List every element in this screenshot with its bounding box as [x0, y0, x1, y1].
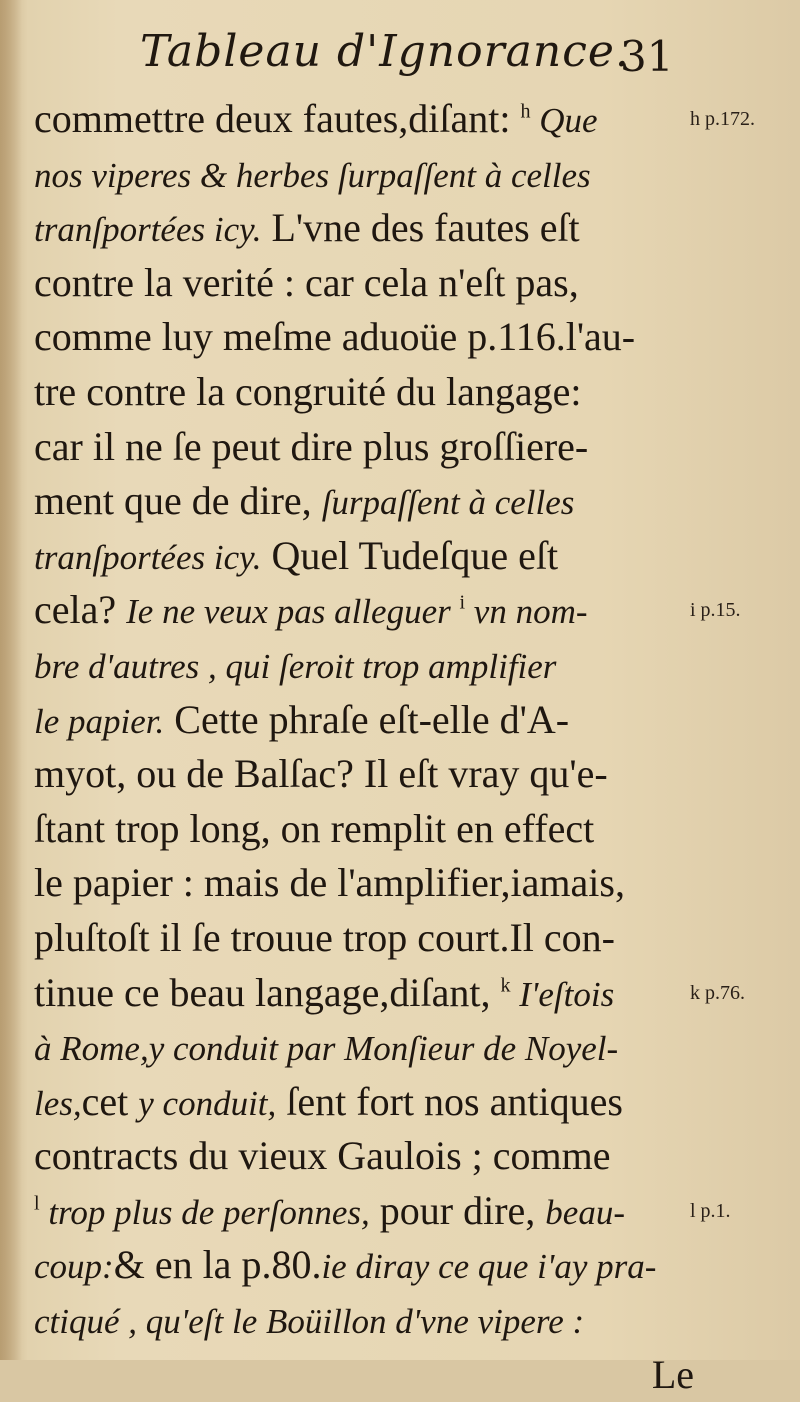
text-run: Quel Tudeſque eſt [261, 532, 559, 578]
text-run: Cette phraſe eſt-elle d'A- [164, 696, 570, 742]
text-run: ſurpaſſent à celles [321, 483, 575, 523]
text-run: vn nom- [465, 592, 588, 632]
text-run: tinue ce beau langage,diſant, [34, 969, 501, 1015]
text-run: beau- [545, 1192, 625, 1232]
running-title: Tableau d'Ignorance. [140, 26, 630, 77]
text-run: pour dire, [369, 1187, 546, 1233]
page-header [0, 18, 800, 88]
text-run: I'eſtois [510, 974, 615, 1014]
text-run: cet [81, 1078, 139, 1124]
text-run: tranſportées icy. [34, 537, 262, 577]
note-marker: k [500, 974, 511, 997]
text-line [34, 1293, 694, 1348]
margin-note: l p.1. [690, 1200, 731, 1222]
text-run: pluſtoſt il ſe trouue trop court.Il con- [34, 914, 615, 960]
text-run: à Rome,y conduit par Monſieur de Noyel- [34, 1029, 619, 1069]
text-run: car il ne ſe peut dire plus groſſiere- [34, 423, 589, 469]
text-run: myot, ou de Balſac? Il eſt vray qu'e- [34, 751, 608, 797]
margin-note: k p.76. [690, 981, 745, 1004]
text-run: les, [34, 1083, 82, 1123]
note-marker: h [520, 100, 531, 123]
text-run: coup: [34, 1247, 114, 1287]
note-marker: l [34, 1192, 40, 1215]
text-run: comme luy meſme aduoüe p.116.l'au- [34, 314, 636, 360]
catchword: Le [651, 1351, 694, 1397]
text-run: Que [530, 101, 598, 140]
text-run: cela? [34, 587, 127, 633]
text-run: & en la p.80. [113, 1242, 322, 1288]
note-marker: i [459, 592, 466, 615]
text-run: tre contre la congruité du langage: [34, 368, 582, 414]
text-run: L'vne des fautes eſt [261, 205, 580, 251]
margin-note: i p.15. [690, 599, 741, 622]
text-run: contracts du vieux Gaulois ; comme [34, 1133, 611, 1179]
text-run: trop plus de perſonnes, [39, 1192, 370, 1232]
text-run: ctiqué , qu'eſt le Boüillon d'vne vipere : [34, 1302, 585, 1342]
page-number: 31 [620, 32, 674, 81]
margin-note: h p.172. [690, 108, 755, 130]
text-run: ment que de dire, [34, 478, 322, 524]
text-run: contre la verité : car cela n'eſt pas, [34, 259, 579, 305]
margin-notes [0, 92, 800, 1292]
text-run: ſent fort nos antiques [276, 1078, 623, 1124]
text-run: bre d'autres , qui ſeroit trop amplifier [34, 646, 557, 686]
text-run: Ie ne veux pas alleguer [126, 592, 460, 632]
text-run: ie diray ce que i'ay pra- [321, 1247, 657, 1287]
text-run: tranſportées icy. [34, 210, 262, 250]
text-run: le papier : mais de l'amplifier,iamais, [34, 860, 625, 906]
text-run: nos viperes & herbes ſurpaſſent à celles [34, 155, 591, 195]
text-run: le papier. [34, 701, 165, 741]
text-run: ſtant trop long, on remplit en effect [34, 805, 595, 851]
text-run: y conduit, [138, 1083, 277, 1123]
text-run: commettre deux fautes,diſant: [34, 96, 521, 141]
